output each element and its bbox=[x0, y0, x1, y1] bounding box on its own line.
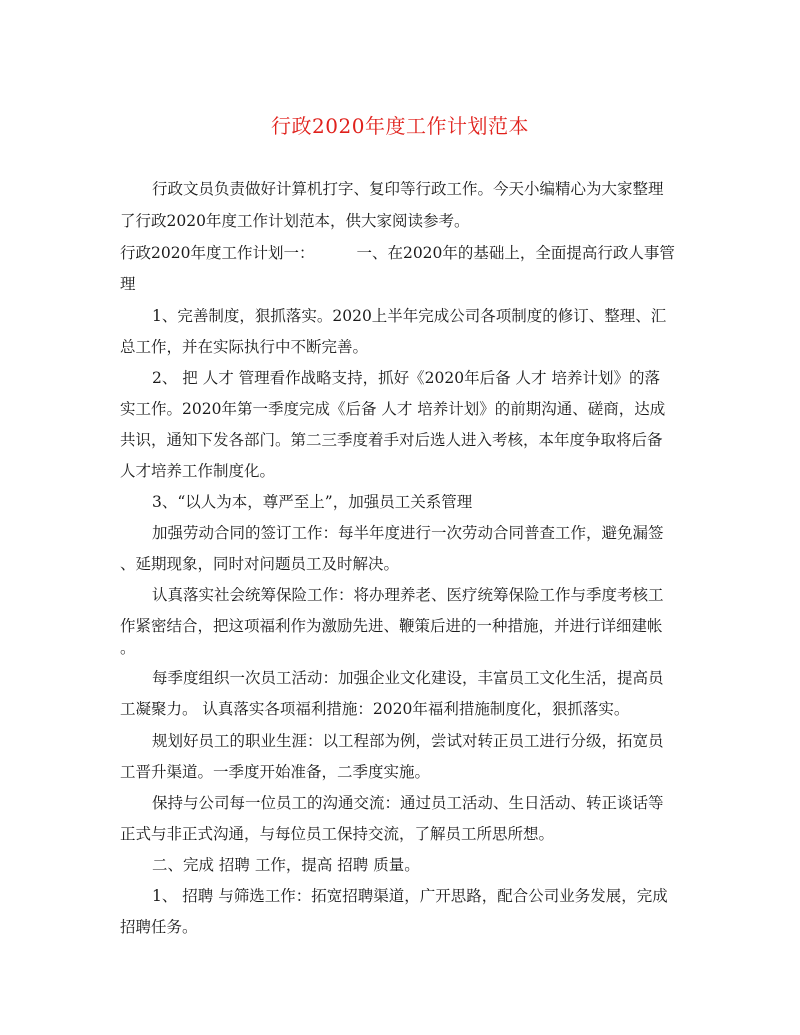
paragraph-line: 工凝聚力。 认真落实各项福利措施：2020年福利措施制度化，狠抓落实。 bbox=[120, 700, 630, 718]
paragraph-line: 3、“以人为本，尊严至上”，加强员工关系管理 bbox=[152, 493, 473, 511]
paragraph-line: 总工作，并在实际执行中不断完善。 bbox=[120, 338, 369, 356]
paragraph-line: 了行政2020年度工作计划范本，供大家阅读参考。 bbox=[120, 212, 470, 230]
paragraph-line: 认真落实社会统筹保险工作：将办理养老、医疗统筹保险工作与季度考核工 bbox=[152, 586, 664, 604]
paragraph-line: 招聘任务。 bbox=[120, 918, 198, 936]
paragraph-line: 、延期现象，同时对问题员工及时解决。 bbox=[120, 555, 400, 573]
paragraph-line: 共识，通知下发各部门。第二三季度着手对后选人进入考核，本年度争取将后备 bbox=[120, 431, 663, 449]
document-title: 行政2020年度工作计划范本 bbox=[271, 114, 529, 138]
paragraph-line: 实工作。2020年第一季度完成《后备 人才 培养计划》的前期沟通、磋商，达成 bbox=[120, 400, 666, 418]
plan-heading: 行政2020年度工作计划一： bbox=[120, 244, 315, 262]
paragraph-line: 二、完成 招聘 工作，提高 招聘 质量。 bbox=[152, 856, 420, 874]
paragraph-line bbox=[120, 242, 675, 264]
paragraph-line: 正式与非正式沟通，与每位员工保持交流，了解员工所思所想。 bbox=[120, 825, 555, 843]
paragraph-line: 行政文员负责做好计算机打字、复印等行政工作。今天小编精心为大家整理 bbox=[152, 180, 664, 198]
paragraph-line: 作紧密结合，把这项福利作为激励先进、鞭策后进的一种措施，并进行详细建帐 bbox=[120, 617, 663, 635]
paragraph-line: 人才培养工作制度化。 bbox=[120, 462, 276, 480]
paragraph-line: 加强劳动合同的签订工作：每半年度进行一次劳动合同普查工作，避免漏签 bbox=[152, 524, 664, 542]
paragraph-line: 规划好员工的职业生涯：以工程部为例，尝试对转正员工进行分级，拓宽员 bbox=[152, 732, 664, 750]
plan-item-one: 一、在2020年的基础上，全面提高行政人事管 bbox=[356, 244, 675, 262]
paragraph-line: 1、完善制度，狠抓落实。2020上半年完成公司各项制度的修订、整理、汇 bbox=[152, 307, 667, 325]
paragraph-line: 保持与公司每一位员工的沟通交流：通过员工活动、生日活动、转正谈话等 bbox=[152, 794, 664, 812]
paragraph-line: 工晋升渠道。一季度开始准备，二季度实施。 bbox=[120, 763, 431, 781]
paragraph-line: 每季度组织一次员工活动：加强企业文化建设，丰富员工文化生活，提高员 bbox=[152, 669, 664, 687]
paragraph-line: 2、 把 人才 管理看作战略支持，抓好《2020年后备 人才 培养计划》的落 bbox=[152, 369, 660, 387]
paragraph-line: 1、 招聘 与筛选工作：拓宽招聘渠道，广开思路，配合公司业务发展，完成 bbox=[152, 887, 668, 905]
paragraph-line: 理 bbox=[120, 275, 136, 293]
paragraph-line: 。 bbox=[120, 639, 136, 657]
